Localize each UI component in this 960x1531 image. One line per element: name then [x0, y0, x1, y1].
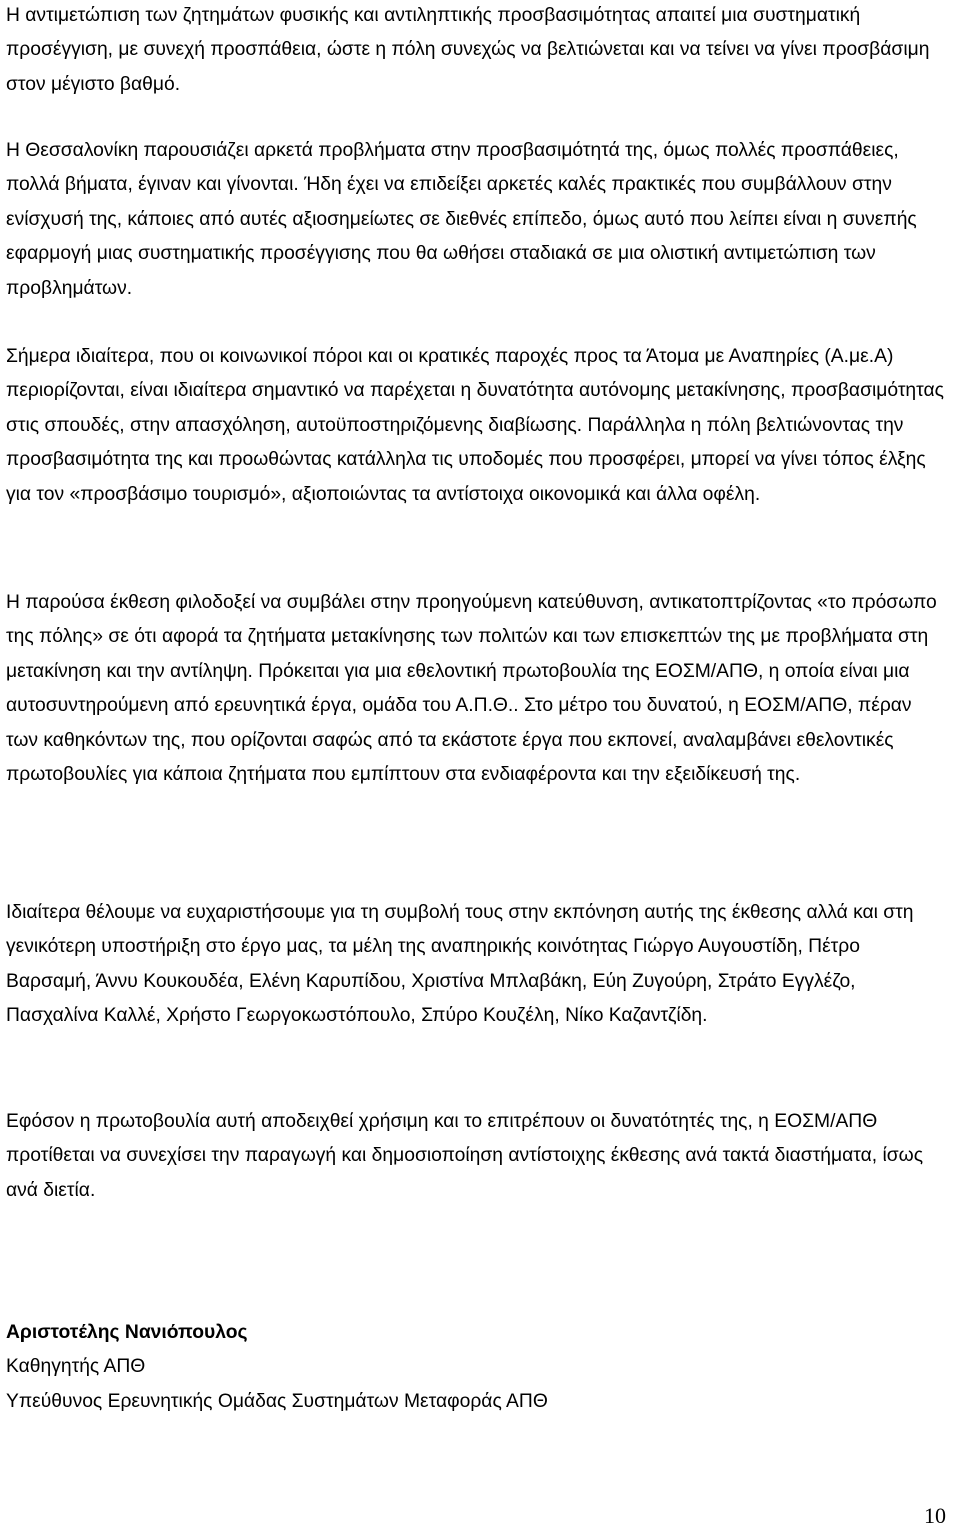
page-number: 10: [924, 1503, 946, 1528]
paragraph-6: Εφόσον η πρωτοβουλία αυτή αποδειχθεί χρήσιμη και το επιτρέπουν οι δυνατότητές της, η ΕΟΣΜ/ΑΠΘ προτίθεται να συνεχίσει την παραγωγή και δημοσιοποίηση αντίστοιχης έκθεσης ανά τακτά διαστήματα, ίσως ανά διετία.: [6, 1111, 924, 1201]
signature-name: Αριστοτέλης Νανιόπουλος: [6, 1322, 248, 1343]
signature-title: Καθηγητής ΑΠΘ: [6, 1356, 146, 1378]
paragraph-5: Ιδιαίτερα θέλουμε να ευχαριστήσουμε για τη συμβολή τους στην εκπόνηση αυτής της έκθεσης αλλά και στη γενικότερη υποστήριξη στο έργο μας, τα μέλη της αναπηρικής κοινότητας Γιώργο Αυγουστίδη, Πέτρο Βαρσαμή, Άννυ Κουκουδέα, Ελένη Καρυπίδου, Χριστίνα Μπλαβάκη, Εύη Ζυγούρη, Στράτο Εγγλέζο, Πασχαλίνα Καλλέ, Χρήστο Γεωργοκωστόπουλο, Σπύρο Κουζέλη, Νίκο Καζαντζίδη.: [6, 902, 914, 1027]
paragraph-2: Η Θεσσαλονίκη παρουσιάζει αρκετά προβλήματα στην προσβασιμότητά της, όμως πολλές προσπάθειες, πολλά βήματα, έγιναν και γίνονται. Ήδη έχει να επιδείξει αρκετές καλές πρακτικές που συμβάλλουν στην ενίσχυσή της, κάποιες από αυτές αξιοσημείωτες σε διεθνές επίπεδο, όμως αυτό που λείπει είναι η συνεπής εφαρμογή μιας συστηματικής προσέγγισης που θα ωθήσει σταδιακά σε μια ολιστική αντιμετώπιση των προβλημάτων.: [6, 140, 917, 299]
signature-block: [6, 1316, 946, 1419]
paragraph-4: Η παρούσα έκθεση φιλοδοξεί να συμβάλει στην προηγούμενη κατεύθυνση, αντικατοπτρίζοντας «το πρόσωπο της πόλης» σε ότι αφορά τα ζητήματα μετακίνησης των πολιτών και των επισκεπτών της με προβλήματα στη μετακίνηση και την αντίληψη. Πρόκειται για μια εθελοντική πρωτοβουλία της ΕΟΣΜ/ΑΠΘ, η οποία είναι μια αυτοσυντηρούμενη από ερευνητικά έργα, ομάδα του Α.Π.Θ.. Στο μέτρο του δυνατού, η ΕΟΣΜ/ΑΠΘ, πέραν των καθηκόντων της, που ορίζονται σαφώς από τα εκάστοτε έργα που εκπονεί, αναλαμβάνει εθελοντικές πρωτοβουλίες για κάποια ζητήματα που εμπίπτουν στα ενδιαφέροντα και την εξειδίκευσή της.: [6, 592, 937, 786]
signature-role: Υπεύθυνος Ερευνητικής Ομάδας Συστημάτων Μεταφοράς ΑΠΘ: [6, 1390, 548, 1412]
paragraph-3: Σήμερα ιδιαίτερα, που οι κοινωνικοί πόροι και οι κρατικές παροχές προς τα Άτομα με Αναπηρίες (Α.με.Α) περιορίζονται, είναι ιδιαίτερα σημαντικό να παρέχεται η δυνατότητα αυτόνομης μετακίνησης, προσβασιμότητας στις σπουδές, στην απασχόληση, αυτοϋποστηριζόμενης διαβίωσης. Παράλληλα η πόλη βελτιώνοντας την προσβασιμότητα της και προωθώντας κατάλληλα τις υποδομές που προσφέρει, μπορεί να γίνει τόπος έλξης για τον «προσβάσιμο τουρισμό», αξιοποιώντας τα αντίστοιχα οικονομικά και άλλα οφέλη.: [6, 346, 944, 505]
paragraph-1: Η αντιμετώπιση των ζητημάτων φυσικής και αντιληπτικής προσβασιμότητας απαιτεί μια συστηματική προσέγγιση, με συνεχή προσπάθεια, ώστε η πόλη συνεχώς να βελτιώνεται και να τείνει να γίνει προσβάσιμη στον μέγιστο βαθμό.: [6, 5, 930, 95]
